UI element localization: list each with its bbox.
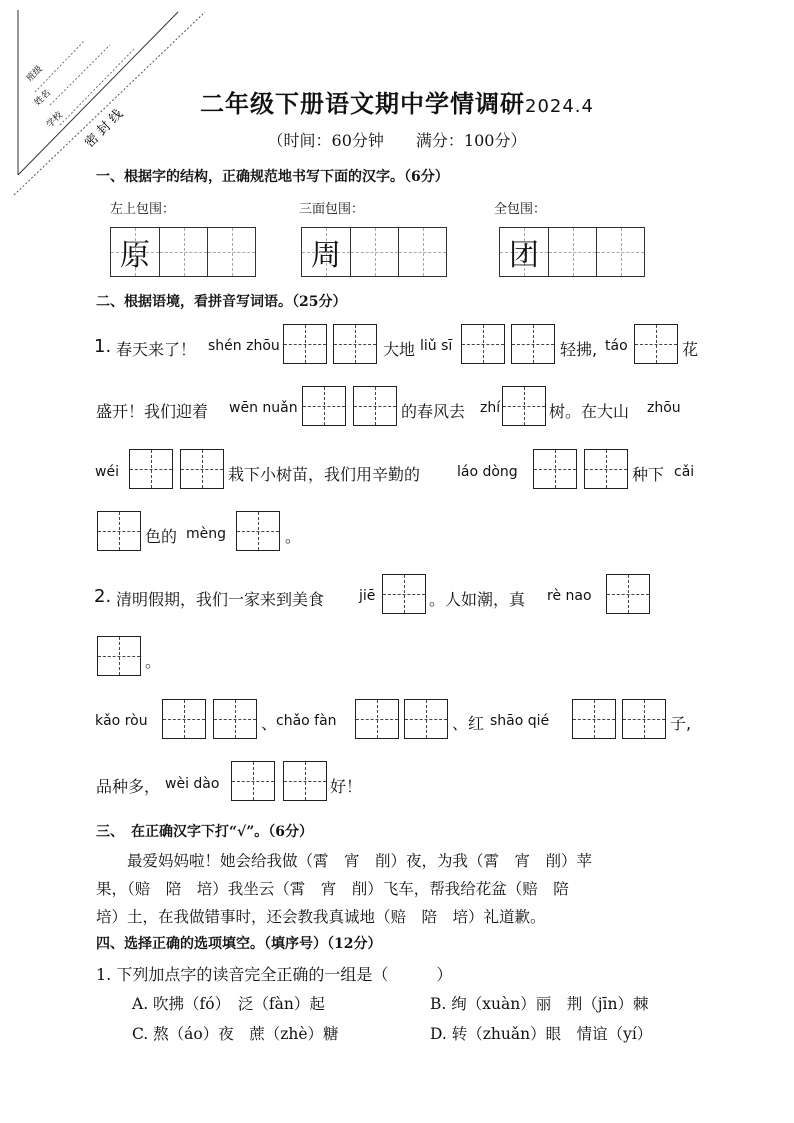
option-a[interactable]: A. 吹拂（fó） 泛（fàn）起 (132, 995, 325, 1013)
pinyin-liusi: liǔ sī (420, 338, 453, 354)
pinyin-meng: mèng (186, 526, 227, 542)
pinyin-weidao: wèi dào (165, 776, 220, 792)
passage-line: 培）土，在我做错事时，还会教我真诚地（赔 陪 培）礼道歉。 (96, 908, 546, 926)
answer-box[interactable] (533, 449, 577, 489)
answer-box[interactable] (236, 511, 280, 551)
exam-subtitle: （时间：60分钟 满分：100分） (267, 131, 527, 150)
pinyin-zhou: zhōu (647, 400, 681, 416)
text-segment: 栽下小树苗，我们用辛勤的 (228, 465, 421, 484)
text-segment: 、 (261, 714, 278, 733)
answer-box[interactable] (129, 449, 173, 489)
answer-box[interactable] (606, 574, 650, 614)
pinyin-zhi: zhí (480, 400, 501, 416)
writing-cell[interactable] (548, 228, 596, 276)
writing-cell[interactable] (159, 228, 207, 276)
model-char-yuan: 原 (120, 238, 150, 273)
option-d[interactable]: D. 转（zhuǎn）眼 情谊（yí） (430, 1025, 653, 1043)
answer-box[interactable] (333, 324, 377, 364)
text-segment: 大地 (383, 340, 416, 359)
answer-box[interactable] (622, 699, 666, 739)
text-segment: 品种多， (96, 777, 161, 796)
answer-box[interactable] (502, 386, 546, 426)
answer-box[interactable] (461, 324, 505, 364)
pinyin-chaofan: chǎo fàn (276, 713, 337, 729)
pinyin-tao: táo (605, 338, 628, 354)
page-title (0, 84, 794, 119)
writing-cell[interactable] (207, 228, 255, 276)
option-c[interactable]: C. 熬（áo）夜 蔗（zhè）糖 (132, 1025, 339, 1043)
answer-box[interactable] (283, 324, 327, 364)
answer-box[interactable] (584, 449, 628, 489)
answer-box[interactable] (353, 386, 397, 426)
writing-grid-yuan[interactable] (110, 227, 256, 277)
writing-cell[interactable] (398, 228, 446, 276)
answer-box[interactable] (382, 574, 426, 614)
pinyin-wei: wéi (95, 464, 119, 480)
passage-line: 果，（赔 陪 培）我坐云（霄 宵 削）飞车，帮我给花盆（赔 陪 (96, 880, 569, 898)
pinyin-shenzhou: shén zhōu (208, 338, 280, 354)
text-segment: 子, (670, 714, 692, 733)
text-segment: 、红 (452, 714, 485, 733)
text-segment: 清明假期，我们一家来到美食 (116, 590, 325, 609)
section1-heading: 一、根据字的结构，正确规范地书写下面的汉字。（6分） (96, 169, 449, 185)
answer-box[interactable] (97, 511, 141, 551)
answer-box[interactable] (180, 449, 224, 489)
text-segment: 。人如潮，真 (429, 590, 526, 609)
answer-box[interactable] (572, 699, 616, 739)
text-segment: 好！ (330, 777, 363, 796)
answer-box[interactable] (404, 699, 448, 739)
structure-label-left-top: 左上包围： (110, 202, 176, 217)
model-char-tuan: 团 (509, 238, 539, 273)
q2-number: 2. (94, 586, 112, 607)
structure-label-full: 全包围： (494, 202, 547, 217)
text-segment: 。 (145, 652, 162, 671)
answer-box[interactable] (355, 699, 399, 739)
title-date: 2024.4 (525, 96, 594, 117)
pinyin-renao: rè nao (547, 588, 592, 604)
corner-label-school: 学校 (45, 110, 65, 131)
writing-cell[interactable] (596, 228, 644, 276)
answer-box[interactable] (213, 699, 257, 739)
text-segment: 轻拂, (560, 340, 598, 359)
section3-heading: 三、 在正确汉字下打“√”。（6分） (96, 824, 314, 840)
answer-box[interactable] (634, 324, 678, 364)
corner-label-class: 班级 (25, 64, 45, 85)
text-segment: 春天来了！ (116, 340, 197, 359)
text-segment: 盛开！我们迎着 (96, 402, 209, 421)
answer-box[interactable] (511, 324, 555, 364)
title-text: 二年级下册语文期中学情调研 (200, 89, 525, 118)
text-segment: 树。在大山 (549, 402, 630, 421)
text-segment: 的春风去 (401, 402, 466, 421)
structure-label-three-side: 三面包围： (299, 202, 365, 217)
text-segment: 种下 (632, 465, 665, 484)
answer-box[interactable] (283, 761, 327, 801)
answer-box[interactable] (302, 386, 346, 426)
corner-label-name: 姓名 (33, 88, 53, 109)
answer-box[interactable] (162, 699, 206, 739)
passage-line: 最爱妈妈啦！她会给我做（霄 宵 削）夜，为我（霄 宵 削）苹 (96, 852, 593, 870)
pinyin-shaoqie: shāo qié (490, 713, 550, 729)
section2-heading: 二、根据语境，看拼音写词语。（25分） (96, 294, 347, 310)
answer-box[interactable] (97, 636, 141, 676)
seal-text: 密 封 线 (82, 106, 127, 151)
pinyin-cai: cǎi (674, 464, 695, 480)
pinyin-laodong: láo dòng (457, 464, 518, 480)
text-segment: 色的 (145, 527, 178, 546)
writing-grid-tuan[interactable] (499, 227, 645, 277)
writing-cell[interactable] (350, 228, 398, 276)
pinyin-wennuan: wēn nuǎn (229, 400, 298, 416)
pinyin-jie: jiē (359, 588, 376, 604)
text-segment: 。 (285, 527, 302, 546)
question-4-1: 1. 下列加点字的读音完全正确的一组是（ ） (96, 965, 453, 984)
answer-box[interactable] (231, 761, 275, 801)
writing-grid-zhou[interactable] (301, 227, 447, 277)
section3-passage (96, 847, 706, 931)
q1-number: 1. (94, 336, 112, 357)
option-b[interactable]: B. 绚（xuàn）丽 荆（jīn）棘 (430, 995, 649, 1013)
section4-heading: 四、选择正确的选项填空。（填序号）（12分） (96, 936, 382, 952)
text-segment: 花 (682, 340, 699, 359)
model-char-zhou: 周 (311, 238, 341, 273)
pinyin-kaorou: kǎo ròu (95, 713, 148, 729)
